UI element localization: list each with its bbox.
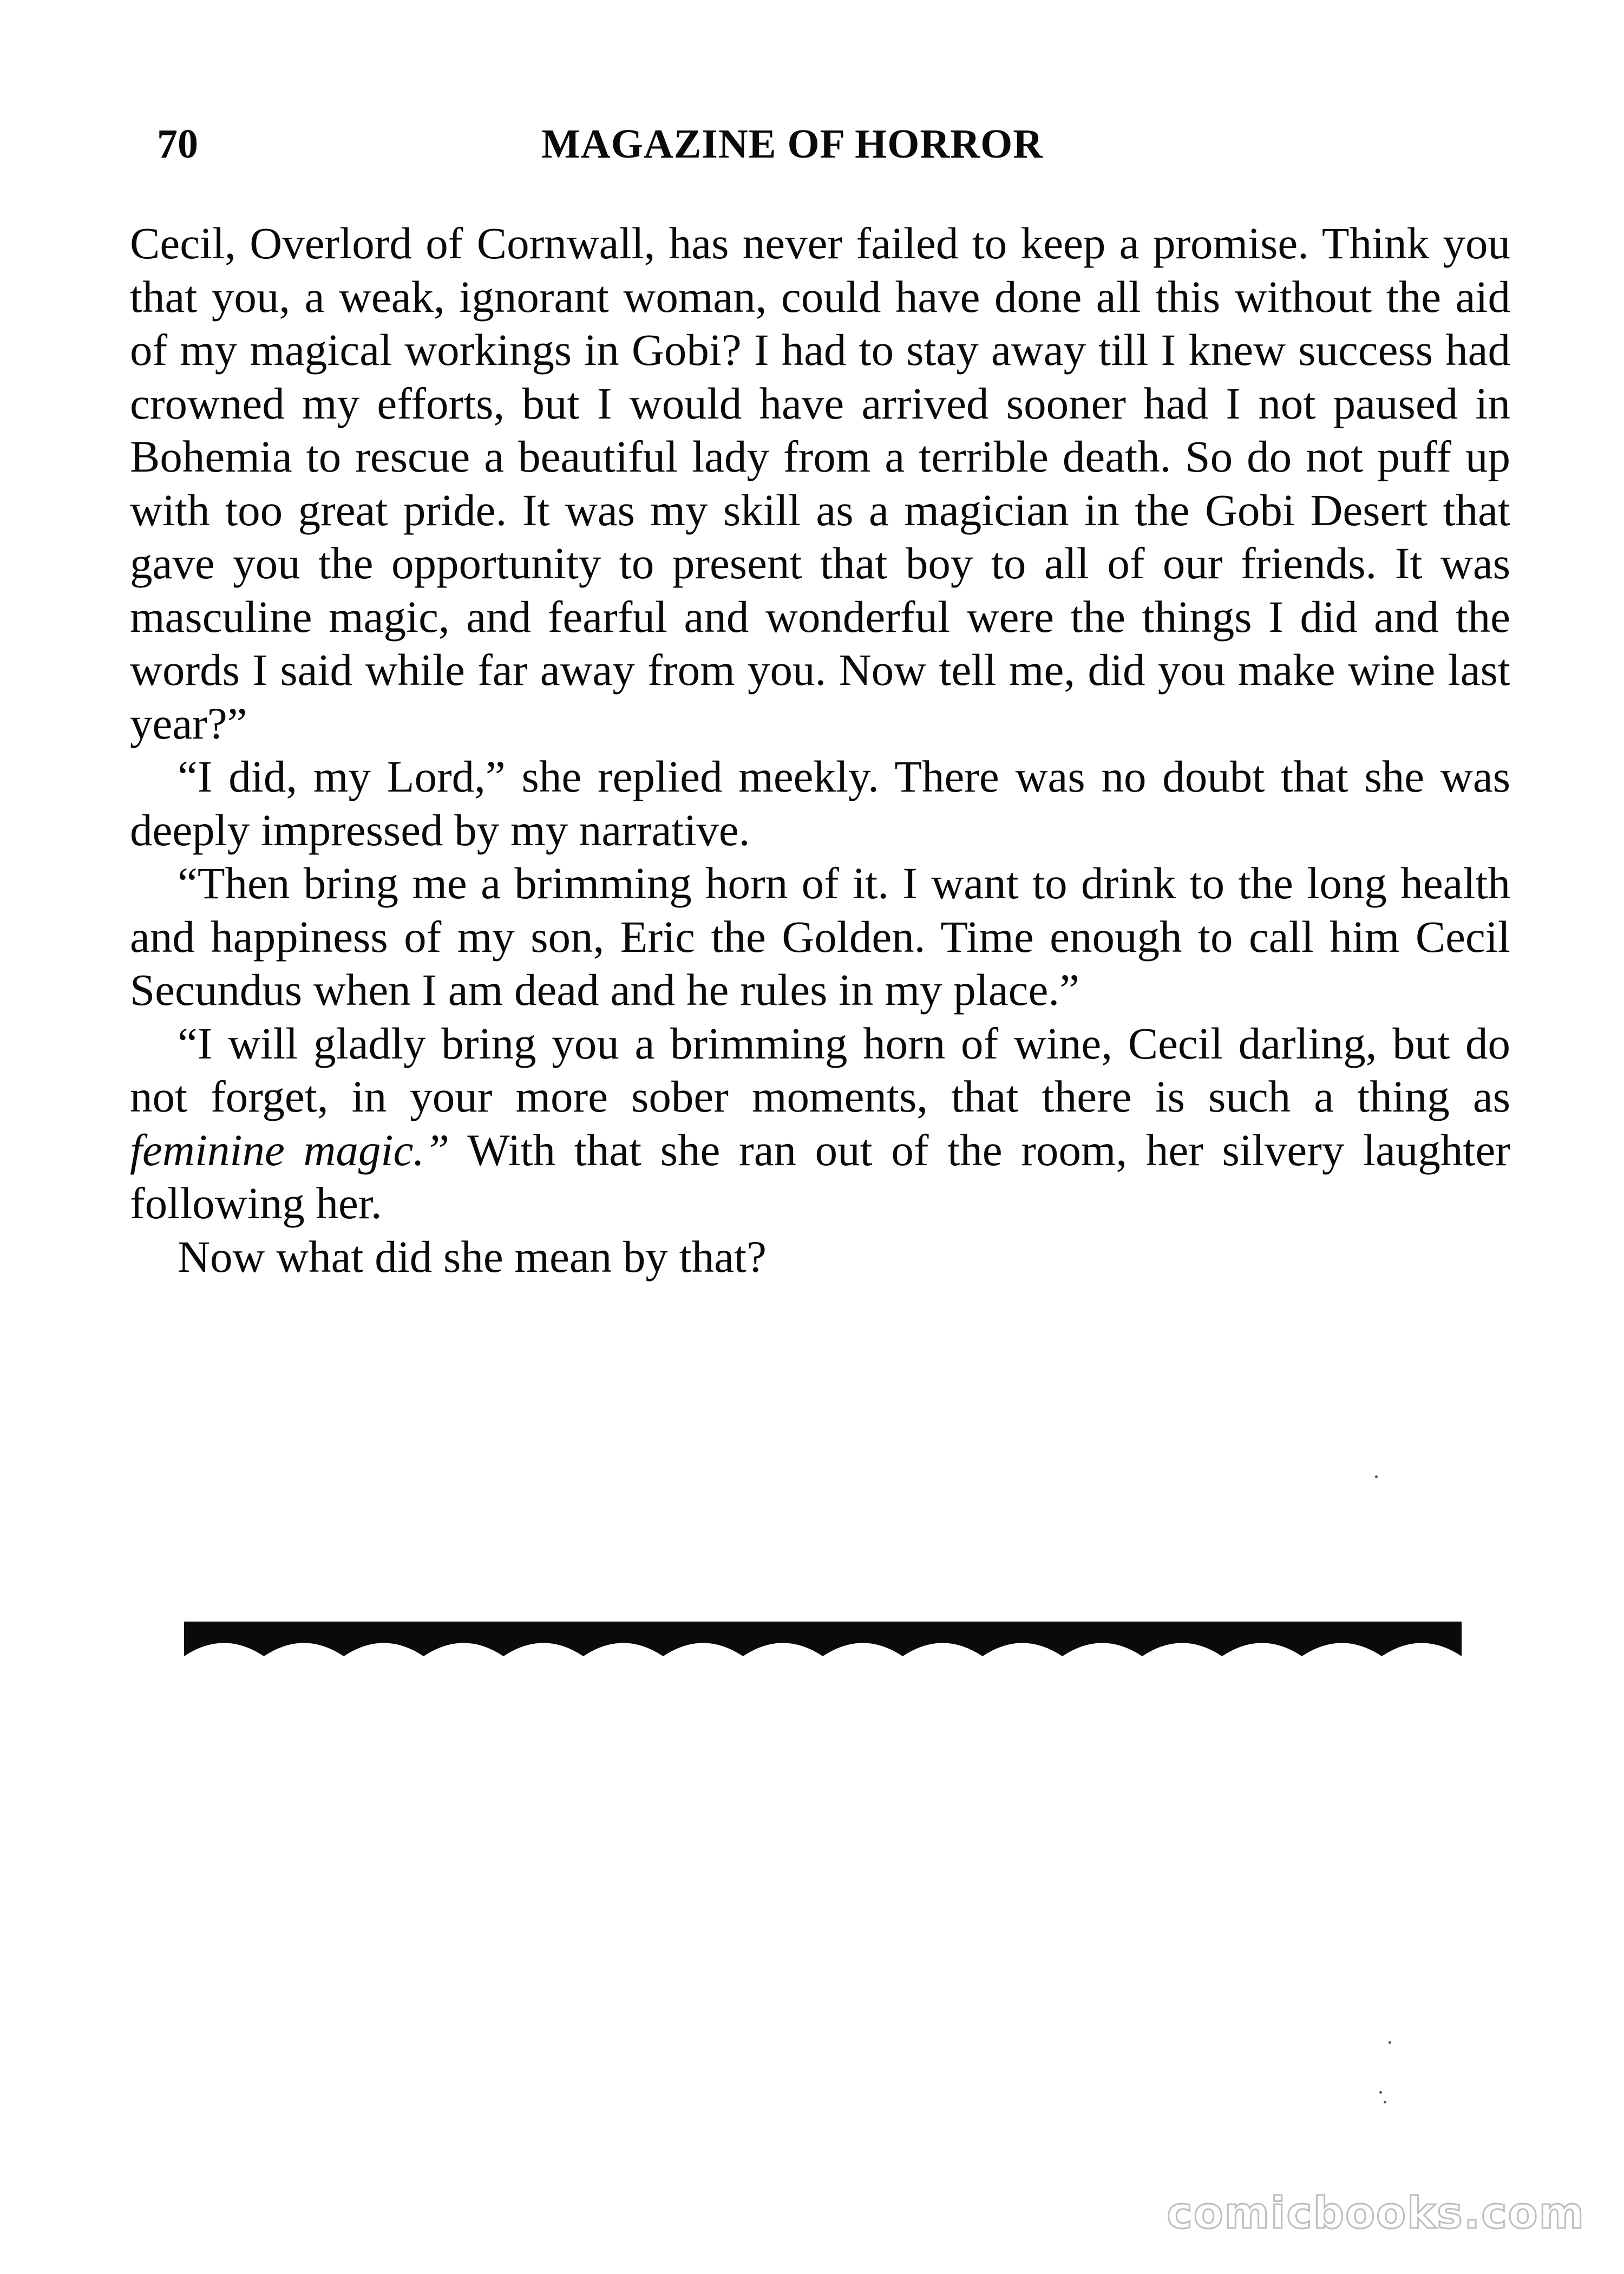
italic-phrase: feminine magic.” xyxy=(130,1125,450,1175)
speck xyxy=(1384,2101,1386,2103)
running-head-title: MAGAZINE OF HORROR xyxy=(541,121,1044,167)
paragraph: “Then bring me a brimming horn of it. I want to drink to the long health and happiness of my son, Eric the Golden. Time enough to call him Cecil Secundus when I am dead and he rules in my place.” xyxy=(130,858,1510,1015)
story-text xyxy=(130,217,1510,1283)
paragraph: Cecil, Overlord of Cornwall, has never failed to keep a promise. Think you that you, a weak, ignorant woman, could have done all this without the aid of my magical workings in Gobi? I had to stay away till I knew success had crowned my efforts, but I would have arrived sooner had I not paused in Bohemia to rescue a beautiful lady from a terrible death. So do not puff up with too great pride. It was my skill as a magician in the Gobi Desert that gave you the opportunity to present that boy to all of our friends. It was masculine magic, and fearful and wonderful were the things I did and the words I said while far away from you. Now tell me, did you make wine last year?” xyxy=(130,218,1510,748)
watermark: comicbooks.com xyxy=(1167,2188,1585,2238)
paragraph-text: “I will gladly bring you a brimming horn of wine, Cecil darling, but do not forget, in your more sober moments, that there is such a thing as xyxy=(130,1018,1510,1121)
speck xyxy=(1375,1475,1378,1478)
speck xyxy=(1389,2041,1391,2044)
wavy-divider xyxy=(184,1611,1462,1681)
page-number: 70 xyxy=(157,121,198,167)
speck xyxy=(1379,2091,1382,2094)
paragraph: “I did, my Lord,” she replied meekly. There was no doubt that she was deeply impressed by my narrative. xyxy=(130,752,1510,855)
closing-line: Now what did she mean by that? xyxy=(178,1231,767,1282)
paragraph-text: With that she ran out of the room, her silvery laughter following her. xyxy=(130,1125,1510,1228)
paragraph xyxy=(130,1017,1510,1230)
